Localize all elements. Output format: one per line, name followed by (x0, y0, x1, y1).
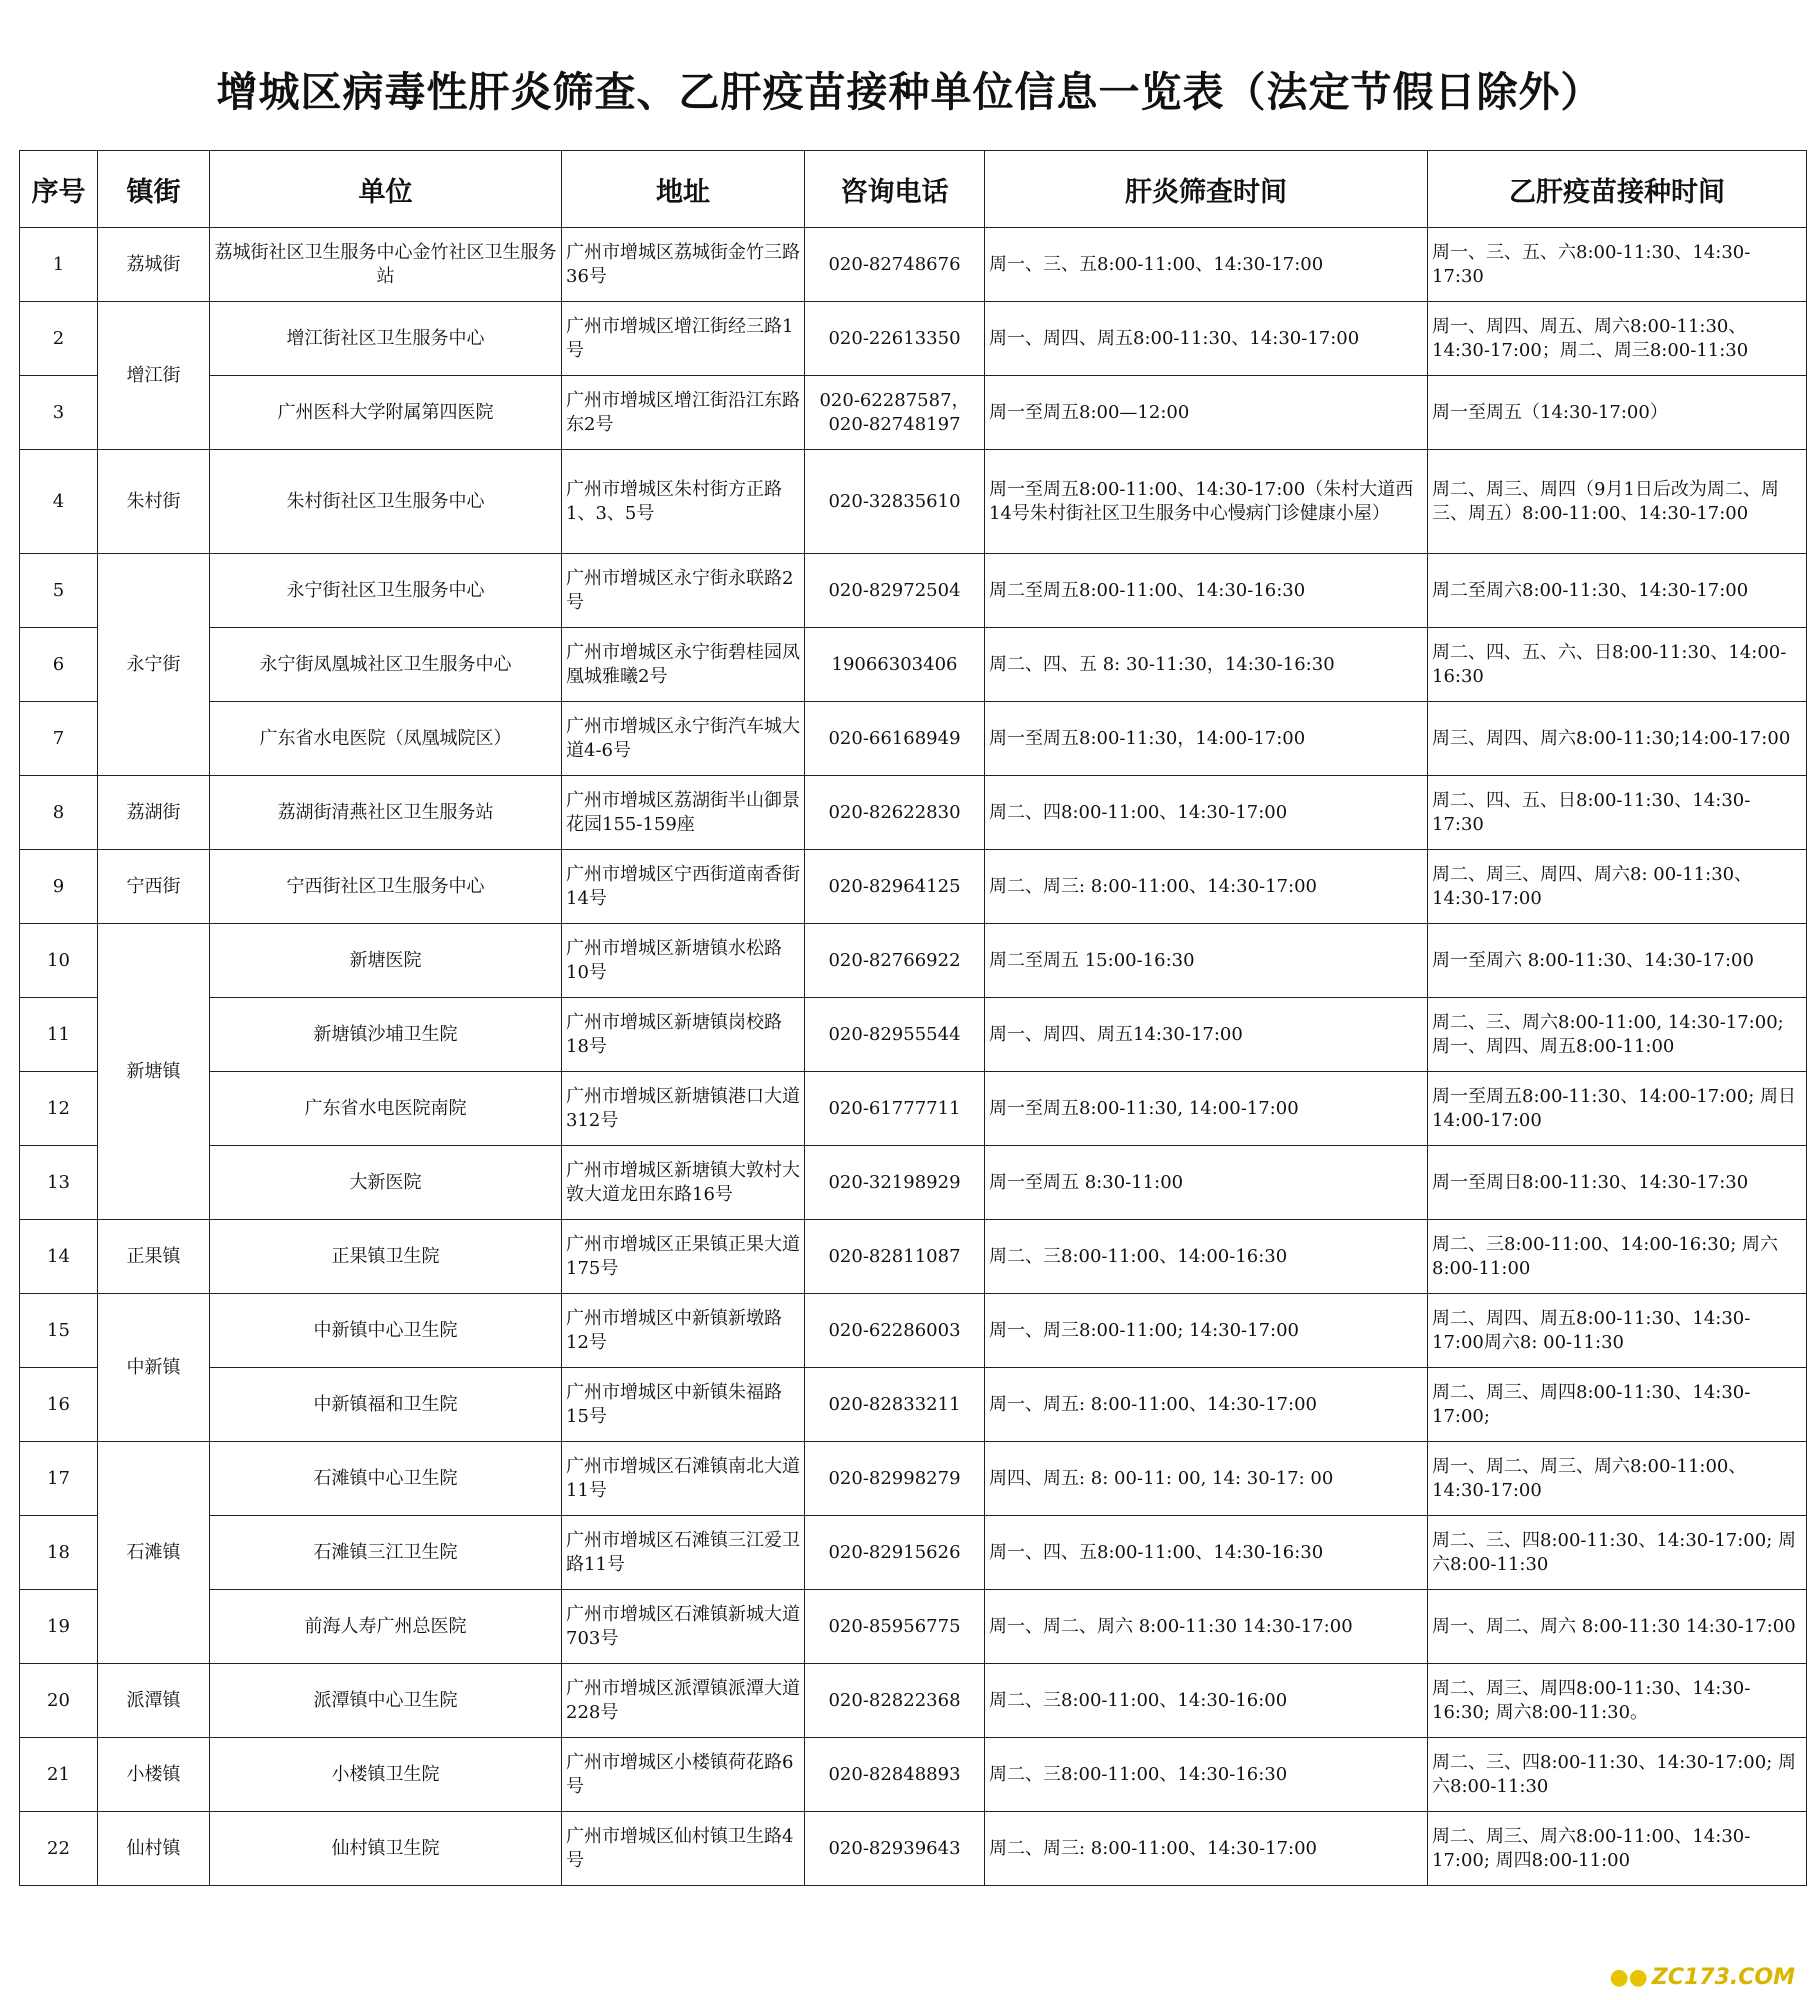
cell-no: 15 (20, 1294, 98, 1368)
cell-vaccine: 周二、周三、周六8:00-11:00、14:30-17:00; 周四8:00-11:00 (1428, 1812, 1807, 1886)
cell-phone: 020-82833211 (805, 1368, 985, 1442)
cell-screening: 周一至周五8:00—12:00 (985, 376, 1428, 450)
cell-vaccine: 周二、周三、周四（9月1日后改为周二、周三、周五）8:00-11:00、14:30-17:00 (1428, 450, 1807, 554)
table-row (20, 450, 1807, 554)
cell-town: 增江街 (98, 302, 210, 450)
cell-unit: 广东省水电医院（凤凰城院区） (210, 702, 562, 776)
cell-no: 14 (20, 1220, 98, 1294)
cell-vaccine: 周一、三、五、六8:00-11:30、14:30-17:30 (1428, 228, 1807, 302)
cell-address: 广州市增城区中新镇新墩路12号 (562, 1294, 805, 1368)
cell-unit: 广州医科大学附属第四医院 (210, 376, 562, 450)
cell-no: 10 (20, 924, 98, 998)
cell-vaccine: 周二、四、五、六、日8:00-11:30、14:00-16:30 (1428, 628, 1807, 702)
cell-vaccine: 周二、周四、周五8:00-11:30、14:30-17:00周六8: 00-11:30 (1428, 1294, 1807, 1368)
cell-no: 17 (20, 1442, 98, 1516)
cell-unit: 荔城街社区卫生服务中心金竹社区卫生服务站 (210, 228, 562, 302)
cell-unit: 中新镇中心卫生院 (210, 1294, 562, 1368)
cell-address: 广州市增城区石滩镇新城大道703号 (562, 1590, 805, 1664)
table-row (20, 554, 1807, 628)
cell-address: 广州市增城区正果镇正果大道175号 (562, 1220, 805, 1294)
cell-unit: 增江街社区卫生服务中心 (210, 302, 562, 376)
cell-address: 广州市增城区新塘镇水松路10号 (562, 924, 805, 998)
cell-address: 广州市增城区新塘镇大敦村大敦大道龙田东路16号 (562, 1146, 805, 1220)
cell-address: 广州市增城区仙村镇卫生路4号 (562, 1812, 805, 1886)
cell-no: 1 (20, 228, 98, 302)
cell-unit: 前海人寿广州总医院 (210, 1590, 562, 1664)
cell-address: 广州市增城区中新镇朱福路15号 (562, 1368, 805, 1442)
table-row (20, 1220, 1807, 1294)
cell-vaccine: 周二、三、周六8:00-11:00, 14:30-17:00; 周一、周四、周五8:00-11:00 (1428, 998, 1807, 1072)
cell-phone: 020-82748676 (805, 228, 985, 302)
table-row (20, 1516, 1807, 1590)
cell-no: 18 (20, 1516, 98, 1590)
cell-vaccine: 周二、四、五、日8:00-11:30、14:30-17:30 (1428, 776, 1807, 850)
cell-address: 广州市增城区朱村街方正路1、3、5号 (562, 450, 805, 554)
cell-unit: 小楼镇卫生院 (210, 1738, 562, 1812)
cell-screening: 周二、周三: 8:00-11:00、14:30-17:00 (985, 1812, 1428, 1886)
cell-screening: 周一、周四、周五14:30-17:00 (985, 998, 1428, 1072)
cell-vaccine: 周二至周六8:00-11:30、14:30-17:00 (1428, 554, 1807, 628)
cell-town: 仙村镇 (98, 1812, 210, 1886)
cell-screening: 周二、四8:00-11:00、14:30-17:00 (985, 776, 1428, 850)
cell-screening: 周二、三8:00-11:00、14:30-16:30 (985, 1738, 1428, 1812)
header-screening: 肝炎筛查时间 (985, 151, 1428, 228)
cell-phone: 020-32198929 (805, 1146, 985, 1220)
header-phone: 咨询电话 (805, 151, 985, 228)
cell-no: 3 (20, 376, 98, 450)
table-row (20, 376, 1807, 450)
cell-vaccine: 周二、周三、周四8:00-11:30、14:30-16:30; 周六8:00-11:30。 (1428, 1664, 1807, 1738)
cell-phone: 19066303406 (805, 628, 985, 702)
cell-unit: 朱村街社区卫生服务中心 (210, 450, 562, 554)
cell-phone: 020-61777711 (805, 1072, 985, 1146)
cell-screening: 周一、周二、周六 8:00-11:30 14:30-17:00 (985, 1590, 1428, 1664)
cell-vaccine: 周二、周三、周四8:00-11:30、14:30-17:00; (1428, 1368, 1807, 1442)
cell-screening: 周二、三8:00-11:00、14:00-16:30 (985, 1220, 1428, 1294)
cell-screening: 周二、周三: 8:00-11:00、14:30-17:00 (985, 850, 1428, 924)
cell-screening: 周一、三、五8:00-11:00、14:30-17:00 (985, 228, 1428, 302)
cell-no: 21 (20, 1738, 98, 1812)
cell-phone: 020-66168949 (805, 702, 985, 776)
table-row (20, 1812, 1807, 1886)
table-row (20, 702, 1807, 776)
table-row (20, 850, 1807, 924)
cell-vaccine: 周一、周四、周五、周六8:00-11:30、14:30-17:00；周二、周三8:00-11:30 (1428, 302, 1807, 376)
cell-unit: 石滩镇三江卫生院 (210, 1516, 562, 1590)
cell-unit: 宁西街社区卫生服务中心 (210, 850, 562, 924)
cell-screening: 周一至周五8:00-11:00、14:30-17:00（朱村大道西14号朱村街社区卫生服务中心慢病门诊健康小屋） (985, 450, 1428, 554)
table-row (20, 302, 1807, 376)
cell-no: 20 (20, 1664, 98, 1738)
cell-town: 小楼镇 (98, 1738, 210, 1812)
cell-phone: 020-82939643 (805, 1812, 985, 1886)
cell-screening: 周一至周五 8:30-11:00 (985, 1146, 1428, 1220)
cell-unit: 仙村镇卫生院 (210, 1812, 562, 1886)
table-row (20, 1294, 1807, 1368)
cell-vaccine: 周一至周五（14:30-17:00） (1428, 376, 1807, 450)
cell-vaccine: 周二、周三、周四、周六8: 00-11:30、14:30-17:00 (1428, 850, 1807, 924)
header-no: 序号 (20, 151, 98, 228)
cell-no: 4 (20, 450, 98, 554)
cell-unit: 派潭镇中心卫生院 (210, 1664, 562, 1738)
cell-unit: 大新医院 (210, 1146, 562, 1220)
cell-screening: 周一、四、五8:00-11:00、14:30-16:30 (985, 1516, 1428, 1590)
cell-town: 正果镇 (98, 1220, 210, 1294)
cell-vaccine: 周一、周二、周三、周六8:00-11:00、14:30-17:00 (1428, 1442, 1807, 1516)
cell-screening: 周二至周五8:00-11:00、14:30-16:30 (985, 554, 1428, 628)
cell-address: 广州市增城区增江街沿江东路东2号 (562, 376, 805, 450)
cell-screening: 周二、三8:00-11:00、14:30-16:00 (985, 1664, 1428, 1738)
cell-unit: 中新镇福和卫生院 (210, 1368, 562, 1442)
cell-vaccine: 周二、三8:00-11:00、14:00-16:30; 周六8:00-11:00 (1428, 1220, 1807, 1294)
watermark-logo-icon: ●● (1609, 1965, 1648, 1990)
cell-screening: 周一、周三8:00-11:00; 14:30-17:00 (985, 1294, 1428, 1368)
table-row (20, 924, 1807, 998)
header-unit: 单位 (210, 151, 562, 228)
table-row (20, 1146, 1807, 1220)
cell-phone: 020-82955544 (805, 998, 985, 1072)
cell-address: 广州市增城区荔湖街半山御景花园155-159座 (562, 776, 805, 850)
cell-town: 宁西街 (98, 850, 210, 924)
cell-town: 石滩镇 (98, 1442, 210, 1664)
cell-phone: 020-82811087 (805, 1220, 985, 1294)
cell-town: 派潭镇 (98, 1664, 210, 1738)
table-row (20, 1738, 1807, 1812)
cell-unit: 广东省水电医院南院 (210, 1072, 562, 1146)
cell-vaccine: 周一至周日8:00-11:30、14:30-17:30 (1428, 1146, 1807, 1220)
cell-no: 11 (20, 998, 98, 1072)
cell-screening: 周二至周五 15:00-16:30 (985, 924, 1428, 998)
cell-address: 广州市增城区宁西街道南香街14号 (562, 850, 805, 924)
cell-unit: 石滩镇中心卫生院 (210, 1442, 562, 1516)
cell-no: 7 (20, 702, 98, 776)
header-vaccine: 乙肝疫苗接种时间 (1428, 151, 1807, 228)
table-row (20, 228, 1807, 302)
site-watermark (1609, 1965, 1795, 1990)
cell-screening: 周一至周五8:00-11:30，14:00-17:00 (985, 702, 1428, 776)
cell-vaccine: 周一、周二、周六 8:00-11:30 14:30-17:00 (1428, 1590, 1807, 1664)
cell-address: 广州市增城区新塘镇岗校路18号 (562, 998, 805, 1072)
table-row (20, 998, 1807, 1072)
cell-no: 6 (20, 628, 98, 702)
cell-vaccine: 周二、三、四8:00-11:30、14:30-17:00; 周六8:00-11:30 (1428, 1738, 1807, 1812)
cell-address: 广州市增城区新塘镇港口大道312号 (562, 1072, 805, 1146)
info-table (19, 150, 1807, 1886)
cell-address: 广州市增城区小楼镇荷花路6号 (562, 1738, 805, 1812)
table-row (20, 1590, 1807, 1664)
cell-no: 5 (20, 554, 98, 628)
cell-screening: 周一、周五: 8:00-11:00、14:30-17:00 (985, 1368, 1428, 1442)
watermark-text: ZC173.COM (1651, 1965, 1795, 1990)
cell-phone: 020-82972504 (805, 554, 985, 628)
cell-town: 新塘镇 (98, 924, 210, 1220)
cell-unit: 正果镇卫生院 (210, 1220, 562, 1294)
cell-vaccine: 周二、三、四8:00-11:30、14:30-17:00; 周六8:00-11:30 (1428, 1516, 1807, 1590)
cell-phone: 020-62286003 (805, 1294, 985, 1368)
cell-screening: 周一、周四、周五8:00-11:30、14:30-17:00 (985, 302, 1428, 376)
header-town: 镇街 (98, 151, 210, 228)
cell-screening: 周四、周五: 8: 00-11: 00, 14: 30-17: 00 (985, 1442, 1428, 1516)
cell-phone: 020-82998279 (805, 1442, 985, 1516)
cell-address: 广州市增城区增江街经三路1号 (562, 302, 805, 376)
cell-vaccine: 周一至周六 8:00-11:30、14:30-17:00 (1428, 924, 1807, 998)
table-row (20, 1442, 1807, 1516)
cell-address: 广州市增城区石滩镇南北大道11号 (562, 1442, 805, 1516)
cell-phone: 020-85956775 (805, 1590, 985, 1664)
cell-phone: 020-22613350 (805, 302, 985, 376)
header-address: 地址 (562, 151, 805, 228)
cell-no: 19 (20, 1590, 98, 1664)
cell-address: 广州市增城区石滩镇三江爱卫路11号 (562, 1516, 805, 1590)
cell-no: 22 (20, 1812, 98, 1886)
cell-no: 16 (20, 1368, 98, 1442)
cell-address: 广州市增城区永宁街永联路2号 (562, 554, 805, 628)
table-row (20, 1368, 1807, 1442)
cell-vaccine: 周三、周四、周六8:00-11:30;14:00-17:00 (1428, 702, 1807, 776)
cell-screening: 周二、四、五 8: 30-11:30，14:30-16:30 (985, 628, 1428, 702)
cell-phone: 020-62287587，020-82748197 (805, 376, 985, 450)
cell-unit: 永宁街凤凰城社区卫生服务中心 (210, 628, 562, 702)
cell-phone: 020-82766922 (805, 924, 985, 998)
cell-unit: 新塘镇沙埔卫生院 (210, 998, 562, 1072)
cell-address: 广州市增城区派潭镇派潭大道228号 (562, 1664, 805, 1738)
cell-phone: 020-82915626 (805, 1516, 985, 1590)
cell-no: 2 (20, 302, 98, 376)
cell-unit: 永宁街社区卫生服务中心 (210, 554, 562, 628)
table-row (20, 1072, 1807, 1146)
header-row (20, 151, 1807, 228)
page-title: 增城区病毒性肝炎筛查、乙肝疫苗接种单位信息一览表（法定节假日除外） (216, 68, 1603, 116)
cell-address: 广州市增城区永宁街碧桂园凤凰城雅曦2号 (562, 628, 805, 702)
cell-no: 9 (20, 850, 98, 924)
cell-vaccine: 周一至周五8:00-11:30、14:00-17:00; 周日14:00-17:00 (1428, 1072, 1807, 1146)
cell-phone: 020-82622830 (805, 776, 985, 850)
cell-no: 8 (20, 776, 98, 850)
cell-unit: 新塘医院 (210, 924, 562, 998)
table-row (20, 1664, 1807, 1738)
cell-address: 广州市增城区永宁街汽车城大道4-6号 (562, 702, 805, 776)
cell-no: 12 (20, 1072, 98, 1146)
cell-phone: 020-32835610 (805, 450, 985, 554)
table-row (20, 628, 1807, 702)
cell-phone: 020-82822368 (805, 1664, 985, 1738)
cell-screening: 周一至周五8:00-11:30, 14:00-17:00 (985, 1072, 1428, 1146)
cell-unit: 荔湖街清燕社区卫生服务站 (210, 776, 562, 850)
cell-town: 中新镇 (98, 1294, 210, 1442)
cell-town: 朱村街 (98, 450, 210, 554)
cell-town: 荔城街 (98, 228, 210, 302)
table-row (20, 776, 1807, 850)
cell-phone: 020-82964125 (805, 850, 985, 924)
cell-address: 广州市增城区荔城街金竹三路36号 (562, 228, 805, 302)
cell-phone: 020-82848893 (805, 1738, 985, 1812)
cell-town: 荔湖街 (98, 776, 210, 850)
cell-town: 永宁街 (98, 554, 210, 776)
cell-no: 13 (20, 1146, 98, 1220)
